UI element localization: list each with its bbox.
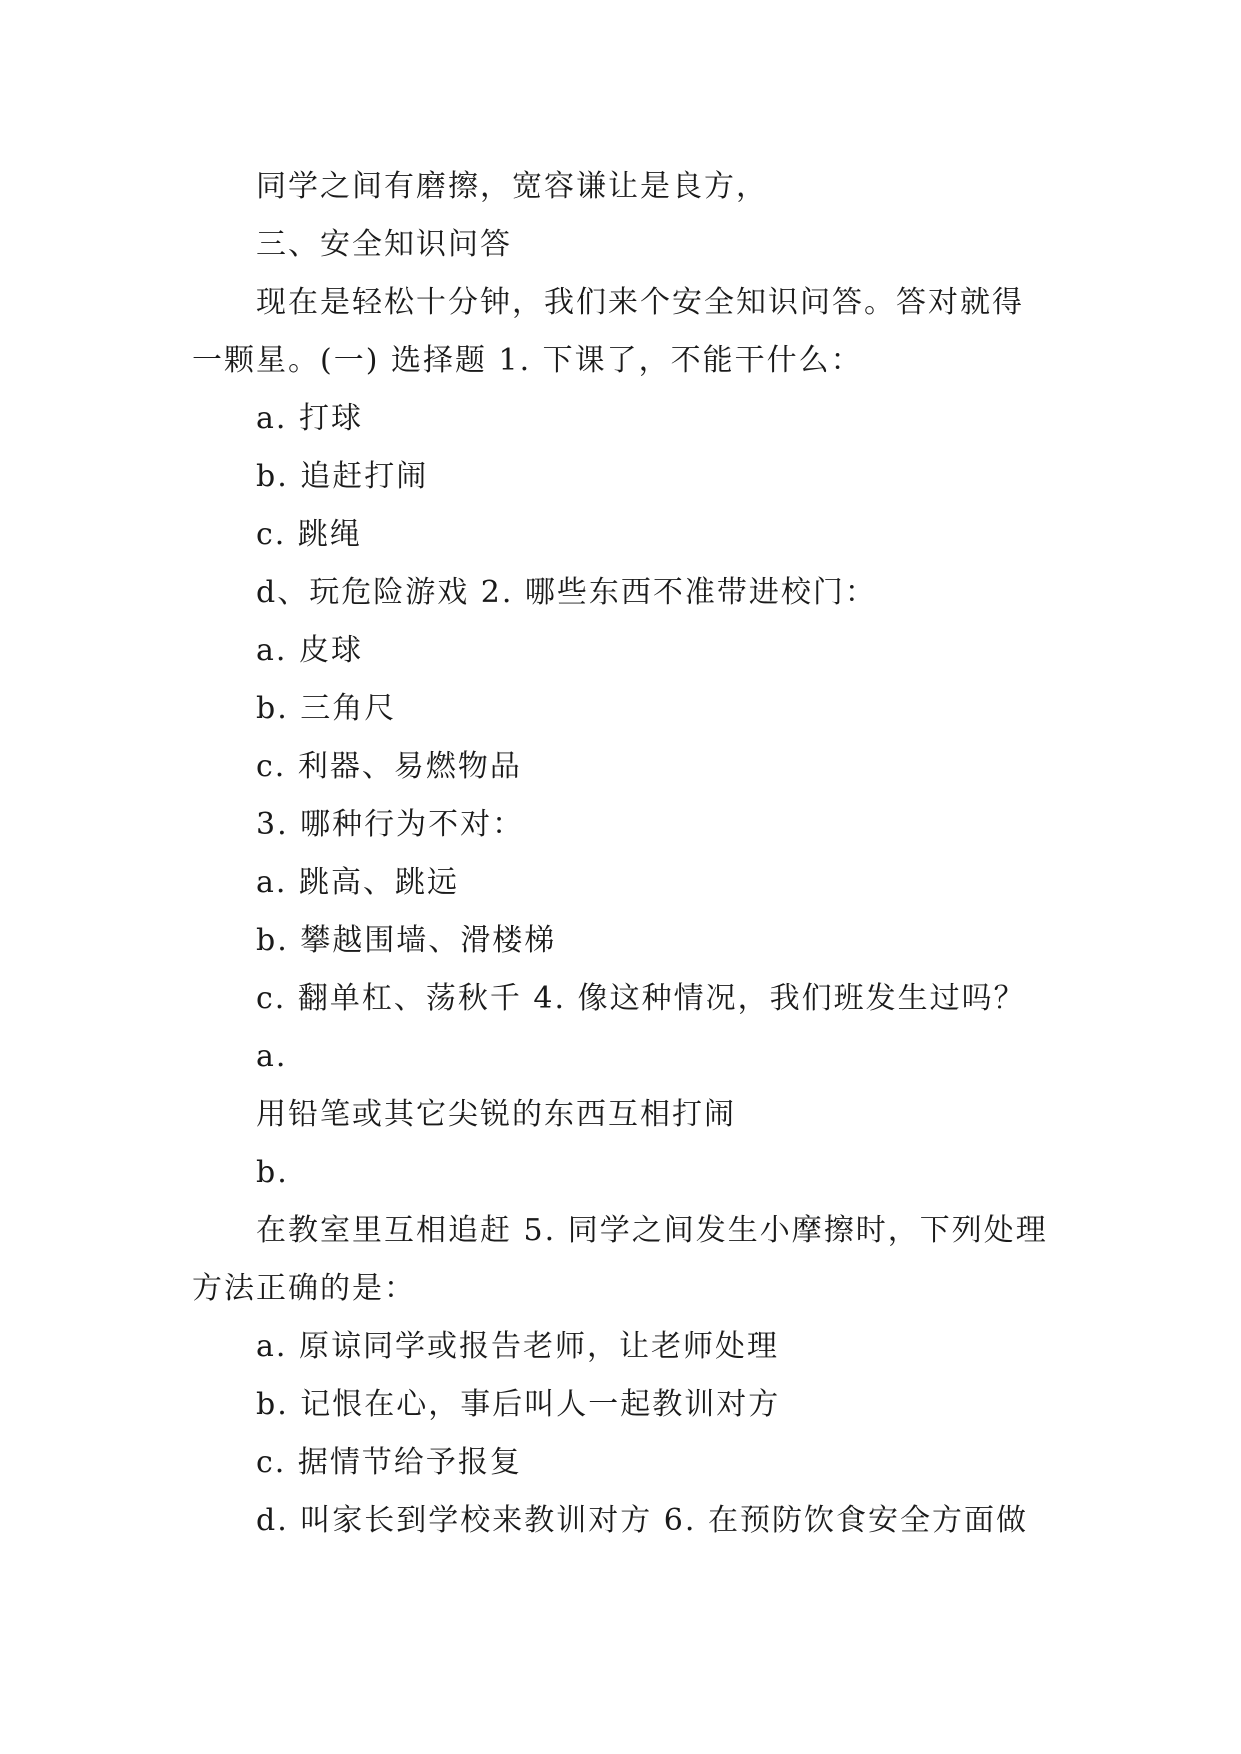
option-line: b. 攀越围墙、滑楼梯 — [256, 923, 557, 958]
option-line: b. 追赶打闹 — [256, 459, 429, 494]
option-line: b. 三角尺 — [256, 691, 397, 726]
option-line: a. 打球 — [256, 401, 363, 436]
option-line: d、玩危险游戏 2. 哪些东西不准带进校门： — [256, 575, 877, 610]
option-line: a. 皮球 — [256, 633, 363, 668]
document-body — [192, 158, 1052, 1550]
paragraph-line: 一颗星。(一) 选择题 1. 下课了，不能干什么： — [192, 343, 863, 378]
paragraph-line: 方法正确的是： — [192, 1271, 416, 1306]
option-line: 用铅笔或其它尖锐的东西互相打闹 — [256, 1097, 736, 1132]
paragraph-line: 现在是轻松十分钟，我们来个安全知识问答。答对就得 — [256, 285, 1024, 320]
option-line: a. 跳高、跳远 — [256, 865, 459, 900]
option-line: c. 跳绳 — [256, 517, 362, 552]
option-line: d. 叫家长到学校来教训对方 6. 在预防饮食安全方面做 — [256, 1503, 1028, 1538]
option-line: b. — [256, 1155, 289, 1190]
paragraph-line: 在教室里互相追赶 5. 同学之间发生小摩擦时，下列处理 — [256, 1213, 1048, 1248]
option-line: c. 利器、易燃物品 — [256, 749, 522, 784]
option-line: a. 原谅同学或报告老师，让老师处理 — [256, 1329, 779, 1364]
section-heading: 三、安全知识问答 — [256, 227, 512, 262]
option-line: c. 据情节给予报复 — [256, 1445, 522, 1480]
question-line: 3. 哪种行为不对： — [256, 807, 525, 842]
option-line: c. 翻单杠、荡秋千 4. 像这种情况，我们班发生过吗？ — [256, 981, 1026, 1016]
paragraph-line: 同学之间有磨擦，宽容谦让是良方， — [256, 169, 768, 204]
option-line: a. — [256, 1039, 288, 1074]
option-line: b. 记恨在心，事后叫人一起教训对方 — [256, 1387, 781, 1422]
